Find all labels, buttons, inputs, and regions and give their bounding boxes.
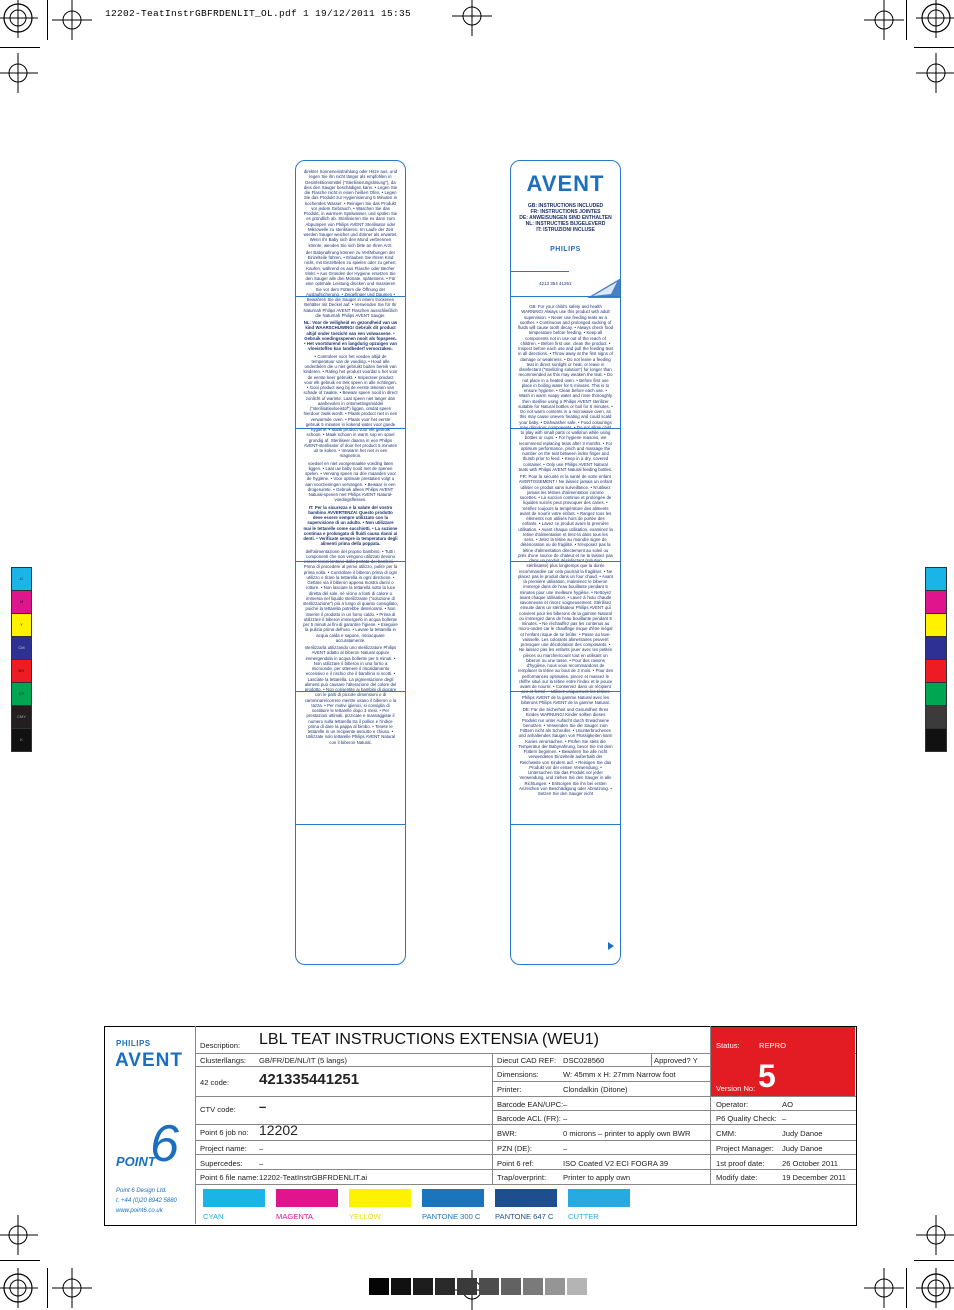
lang-line: FR: INSTRUCTIONS JOINTES [530, 209, 601, 215]
row-label: BWR: [497, 1129, 517, 1138]
color-patch: CM [12, 637, 31, 660]
divider [195, 1066, 711, 1067]
row-value: 26 October 2011 [782, 1159, 839, 1168]
row-value: – [563, 1100, 568, 1109]
color-bar-right [925, 567, 947, 752]
swatch-pantone-647 [495, 1189, 557, 1207]
label-right-text [511, 304, 620, 798]
color-patch: MY [12, 660, 31, 683]
grey-step [501, 1278, 521, 1295]
swatch-label: CYAN [203, 1212, 224, 1221]
label-left [295, 160, 406, 965]
row-label: Dimensions: [497, 1070, 539, 1079]
row-label: Point 6 file name: [200, 1173, 259, 1182]
philips-logo: PHILIPS [550, 246, 581, 253]
row-value: – [259, 1144, 264, 1153]
crop-mark [906, 0, 907, 40]
registration-mark-icon [52, 0, 92, 40]
registration-mark-icon [0, 1268, 38, 1308]
row-label: Modify date: [716, 1173, 758, 1182]
paragraph: GB: For your child's safety and health WARNING! Always use this product with adult supervision. • Never use feeding teats as a soother. • Continuous and prolonged sucking of fluids will cause tooth decay. • Always check food temperature before feeding. • Keep all components not in use out of the reach of children. • Before first use, clean the product. • Inspect before each use and pull the feeding teat in all directions. • Throw away at the first signs of damage or weakness. • Do not leave a feeding teat in direct sunlight or heat, or leave in disinfectant ("sterilizing solution") for longer than recommended as this may weaken the teat. • Do not place in a heated oven. • Before first use place in boiling water for 5 minutes. This is to ensure hygiene. • Clean before each use. • Wash in warm soapy water and rinse thoroughly then sterilise using a Philips AVENT sterilizer suitable for Natural bottles or boil for 5 minutes. • Do not warm contents in a microwave oven, as this may cause uneven heating and could scald your baby. • Dishwasher safe. • Food colourings may discolour components. • Do not allow child to play with small parts or walk/run while using bottles or cups. • For hygiene reasons, we recommend replacing teats after 3 months. • For optimum performance, pinch and massage the number on the teat between index finger and thumb prior to feed. • Keep in a dry, covered container. • Only use Philips AVENT Natural teats with Philips AVENT Natural feeding bottles. [518, 304, 613, 472]
color-patch: C [12, 568, 31, 591]
color-patch [926, 568, 946, 591]
crop-mark [0, 47, 40, 48]
row-label: Point 6 job no: [200, 1128, 249, 1137]
description-value: LBL TEAT INSTRUCTIONS EXTENSIA (WEU1) [259, 1031, 599, 1048]
crop-mark [914, 47, 954, 48]
crop-mark [906, 1268, 907, 1308]
version-value: 5 [758, 1058, 776, 1094]
color-patch [926, 637, 946, 660]
crop-mark [914, 1260, 954, 1261]
fold-line [295, 561, 406, 562]
swatch-yellow [349, 1189, 411, 1207]
label-right [510, 160, 621, 965]
row-value: – [563, 1144, 568, 1153]
row-label: Supercedes: [200, 1159, 243, 1168]
color-patch: K [12, 729, 31, 751]
row-label: Operator: [716, 1100, 749, 1109]
label-left-text [296, 161, 405, 745]
paragraph: dell'alimentazione del proprio bambino. • Tutti i componenti che non vengono utilizzati devono essere tenuti lontano dalla portata dei bambini. • Prima di procedere al primo utilizzo, pulire per la prima volta. • Controllare il biberon prima di ogni utilizzo e tirare la tettarella in ogni direzione. • Gettare via il biberon appena mostra danni o rotture. • Non lasciare la tettarella sotto la luce diretta del sole, né vicino a fonti di calore o immersa nel liquido sterilizzante ("soluzione di sterilizzazione") più a lungo di quanto consigliato, poiché la tettarella potrebbe deteriorarsi. • Non inserire il prodotto in un forno caldo. • Prima di utilizzare il biberon immergerlo in acqua bollente per 5 minuti ai fini di garantire l'igiene. • Eseguire la pulizia prima dell'uso. • Lavare la tettarella in acqua calda e sapone, risciacquare accuratamente. [303, 548, 398, 643]
divider [492, 1110, 856, 1111]
row-value: Judy Danoe [782, 1129, 823, 1138]
grey-step [369, 1278, 389, 1295]
row-label: Diecut CAD REF: [497, 1056, 557, 1065]
grey-step [457, 1278, 477, 1295]
fold-line [295, 296, 406, 297]
fold-line [510, 271, 569, 272]
swatch-cutter [568, 1189, 630, 1207]
row-label: Printer: [497, 1085, 522, 1094]
product-code: 4213 354 41251 [539, 281, 572, 286]
paragraph: IT: Per la sicurezza e la salute del vostro bambino AVVERTENZA! Questo prodotto deve essere sempre utilizzato con la supervisione di un adulto. • Non utilizzare mai le tettarelle come succhiotti. • La suzione continua e prolungata di fluidi causa danni ai denti. • Verificate sempre la temperatura degli alimenti prima della poppata. [303, 504, 398, 547]
status-value: REPRO [759, 1041, 787, 1050]
row-value: – [563, 1114, 568, 1123]
fold-line [510, 691, 621, 692]
row-label: Project Manager: [716, 1144, 774, 1153]
divider [195, 1154, 856, 1155]
row-value: AO [782, 1100, 793, 1109]
registration-mark-icon [52, 1268, 92, 1308]
divider [195, 1026, 196, 1224]
grey-step [523, 1278, 543, 1295]
lang-line: NL: INSTRUCTIES BIJGELEVERD [525, 221, 606, 227]
version-label: Version No: [716, 1084, 756, 1093]
registration-mark-icon [864, 0, 904, 40]
swatch-label: PANTONE 647 C [495, 1212, 554, 1221]
row-value: – [782, 1114, 787, 1123]
row-label: Point 6 ref: [497, 1159, 534, 1168]
fold-line [510, 296, 621, 297]
divider [492, 1053, 493, 1184]
registration-mark-icon [916, 1268, 954, 1308]
approved: Approved? Y [654, 1056, 698, 1065]
point6-logo: POINT [116, 1154, 156, 1169]
color-patch: CMY [12, 706, 31, 729]
row-value: W: 45mm x H: 27mm Narrow foot [563, 1070, 676, 1079]
row-label: CMM: [716, 1129, 737, 1138]
description-label: Description: [200, 1041, 241, 1050]
grey-step [435, 1278, 455, 1295]
color-patch [926, 729, 946, 751]
fold-line [295, 824, 406, 825]
paragraph: sterilizzarla utilizzando uno sterilizzatore Philips AVENT adatto al biberon Natural oppure immergendola in acqua bollente per 5 minuti. • Non utilizzare il biberon in una forno a microonde, per ottenere il riscaldamento eccessivo e il rischio che il bambino si scotti. • Lasciate la tettarella. La pigmentazione degli alimenti può causare l'alterazione del colore del prodotto. • Non consentite ai bambini di giocare con le parti di piccole dimensioni o di camminare/correre mentre usano il biberon o la tazza. • Per motivi igienici, si consiglia di sostituire le tettarelle dopo 3 mesi. • Per prestazioni ottimali, pizzicate e massaggiate il numero sulla tettarella tra il pollice e l'indice prima di dare la pappa al bimbo. • Tenete le tettarelle in un recipiente asciutto e chiuso. • Utilizzate solo tettarelle Philips AVENT Natural con il biberon Natural. [304, 645, 397, 745]
philips-logo: PHILIPS [116, 1039, 151, 1048]
row-value: Clondalkin (Ditone) [563, 1085, 628, 1094]
file-header: 12202-TeatInstrGBFRDENLIT_OL.pdf 1 19/12/2011 15:35 [105, 8, 412, 19]
row-label: Trap/overprint: [497, 1173, 547, 1182]
peel-corner-icon [587, 278, 621, 298]
color-patch [926, 706, 946, 729]
row-value: 19 December 2011 [782, 1173, 847, 1182]
color-patch [926, 591, 946, 614]
paragraph: direkter Sonneneinstrahlung oder Hitze aus, und legen Sie ihn nicht länger als empfohlen in Desinfektionsmittel ("Sterilisierungslösung"), da dies den Sauger beschädigen kann. • Legen Sie die Flasche nicht in einen heißen Ofen. • Legen Sie das Produkt zur Hygienisierung 5 Minuten in kochendes Wasser. • Reinigen Sie das Produkt vor jedem Gebrauch. • Waschen Sie das Produkt, in warmem Spülwasser, und spülen Sie es gründlich ab. Sterilisieren Sie es dann zum Abpumpen von Philips AVENT Sterilisator oder Mikrowelle zu sterilisieren. Im Laufe der Zeit werden Sauger weicher und dünner als erwartet. Wenn Ihr Baby sich den Mund verbrennen könnte, wenden Sie sich bitte an Ihren Arzt. [303, 169, 398, 248]
row-value: 12202 [259, 1122, 298, 1138]
row-value: GB/FR/DE/NL/IT (5 langs) [259, 1056, 348, 1065]
divider [195, 1096, 856, 1097]
grey-step [545, 1278, 565, 1295]
row-value: – [259, 1159, 264, 1168]
paragraph: FR: Pour la sécurité et la santé de votre enfant AVERTISSEMENT ! Ne laissez jamais un enfant utiliser ce produit sans surveillance. • N'utilisez jamais les tétines d'alimentation comme sucettes. • La succion continue et prolongée de liquides sucrés peut provoquer des caries. • Vérifiez toujours la température des aliments avant de nourrir votre enfant. • Rangez tous les éléments non utilisés hors de portée des enfants. • Lavez ce produit avant la première utilisation. • Avant chaque utilisation, examinez la tétine d'alimentation et tirez-la dans tous les sens. • Jetez la tétine au moindre signe de détérioration ou de fragilité. • N'exposez pas la tétine d'alimentation directement au soleil ou près d'une source de chaleur et ne la laissez pas dans un produit désinfectant (solution stérilisante) plus longtemps que la durée recommandée car cela pourrait la fragiliser. • Ne placez pas le produit dans un four chaud. • Avant la première utilisation, maintenez le biberon immergé dans de l'eau bouillante pendant 5 minutes pour une meilleure hygiène. • Nettoyez avant chaque utilisation. • Lavez à l'eau chaude savonneuse et rincez soigneusement. Stérilisez ensuite dans un stérilisateur Philips AVENT qui convient pour les biberons de la gamme Natural ou immergez dans de l'eau bouillante pendant 5 minutes. • Ne réchauffez pas les contenus au micro-ondes car le chauffage risque d'être inégal et l'enfant risque de se brûler. • Passe au lave-vaisselle. Les colorants alimentaires peuvent provoquer une décoloration des composants. • Ne laissez pas les enfants jouer avec les petites pièces ou marcher/courir tout en utilisant un biberon ou une tasse. • Pour des raisons d'hygiène, nous vous recommandons de remplacer la tétine au bout de 3 mois. • Pour des performances optimales, pincez et massez le chiffre situé sur la tétine entre l'index et le pouce avant de nourrir. • Conservez dans un récipient sec et fermé. • Utilisez uniquement les tétines Philips AVENT de la gamme Natural avec les biberons Philips AVENT de la gamme Natural. [518, 474, 613, 705]
registration-mark-icon [916, 53, 954, 93]
fold-line [510, 824, 621, 825]
row-value: – [259, 1099, 267, 1114]
row-value: 0 microns – printer to apply own BWR [563, 1129, 691, 1138]
instructions-included [511, 203, 620, 233]
registration-mark-icon [0, 53, 38, 93]
color-patch [926, 660, 946, 683]
swatch-cyan [203, 1189, 265, 1207]
avent-logo: AVENT [115, 1050, 183, 1071]
point6-logo-number: 6 [150, 1115, 179, 1173]
row-label: Barcode EAN/UPC: [497, 1100, 564, 1109]
paragraph: NL: Voor de veiligheid en gezondheid van uw kind WAARSCHUWING! Gebruik dit product altijd onder toezicht van een volwassene. • Gebruik voedingsspenen nooit als fopspeen. • Het voortdurend en langdurig opzuigen van vloeistoffen kan tandbederf veroorzaken. [303, 320, 398, 352]
grey-step [391, 1278, 411, 1295]
row-value: ISO Coated V2 ECI FOGRA 39 [563, 1159, 669, 1168]
color-patch [926, 683, 946, 706]
color-patch [926, 614, 946, 637]
registration-mark-icon [452, 0, 492, 36]
swatch-magenta [276, 1189, 338, 1207]
company-line: www.point6.co.uk [116, 1208, 163, 1214]
color-patch: CY [12, 683, 31, 706]
row-label: 42 code: [200, 1078, 230, 1087]
lang-line: DE: ANWEISUNGEN SIND ENTHALTEN [519, 215, 612, 221]
divider [651, 1053, 652, 1067]
lang-line: IT: ISTRUZIONI INCLUSE [536, 227, 595, 233]
swatch-label: YELLOW [349, 1212, 381, 1221]
row-value: Judy Danoe [782, 1144, 823, 1153]
row-label: CTV code: [200, 1105, 236, 1114]
paragraph: voedsel en niet voorgemaakte voeding laten liggen. • Laat uw baby nooit met de spenen spelen. • Vervang speen na drie maanden voor de hygiëne. • Voor optimale prestaties volgt u aan voorzieningen vervangen. • Bewaar in een drogeruimte. • Gebruik alleen Philips AVENT Natural-spenen met Philips AVENT Natural-voedingsflessen. [305, 460, 396, 503]
row-label: PZN (DE): [497, 1144, 533, 1153]
divider [492, 1081, 711, 1082]
grey-step [567, 1278, 587, 1295]
registration-mark-icon [916, 0, 954, 38]
row-value: 421335441251 [259, 1071, 360, 1088]
color-patch: Y [12, 614, 31, 637]
row-label: Project name: [200, 1144, 247, 1153]
paragraph: • Controleer voor het voeden altijd de temperatuur van de voeding. • Houd alle onderdelen die u niet gebruikt buiten bereik van kinderen. • Rating het product voordat u het voor de eerste keer gebruikt. • Inspecteer product voor elk gebruik en trek speen in alle richtingen. • Gooi product weg bij de eerste tekenen van schade of zwakte. • Bewaar speen nooit in direct zonlicht of warmte. Laat speen niet langer dan aanbevolen in ontsmettingsmiddel ("sterilisatievloeistof") liggen, omdat speen hierdoor zwak wordt. • Plaats product niet in een verwarmde oven. • Plaats voor het eerste gebruik 5 minuten in kokend water voor goede hygiëne. • Maak product voor elk gebruik schoon. • Maak schoon in warm sop en spoel grondig af. Steriliseer daarna in een Philips AVENT-sterilisator of door het product 5 minuten uit te koken. • Verwarm het niet in een magnetron. [303, 353, 398, 459]
crop-mark [0, 1260, 40, 1261]
fold-line [510, 561, 621, 562]
company-info [116, 1186, 177, 1216]
row-value: DSC028560 [563, 1056, 605, 1065]
status-label: Status: [716, 1041, 740, 1050]
row-label: P6 Quality Check: [716, 1114, 777, 1123]
color-patch: M [12, 591, 31, 614]
paragraph: der Babynahrung können zu Verfärbungen der Einzelteile führen. • Erlauben Sie Ihrem Kind nicht, mit Einzelteilen zu spielen oder zu gehen. Kaufen, während es aus Flasche oder Becher trinkt. • Aus Gründen der Hygiene ersetzen Sie den Sauger alle drei Monate, spätestens. • Für eine optimale Leistung drücken und massieren Sie vor dem Füttern die Öffnung der Auslaufsicherung. • Zeigefinger und Daumen • Bewahren Sie die Sauger in einem trockenen Behälter mit Deckel auf. • Verwenden Sie für Ihr Naturnah Philips AVENT Flaschen ausschließlich die Naturnah Philips AVENT Sauger. [303, 249, 398, 318]
color-bar-left [11, 567, 32, 752]
row-value: Printer to apply own [563, 1173, 631, 1182]
row-label: 1st proof date: [716, 1159, 765, 1168]
registration-mark-icon [916, 1215, 954, 1255]
divider [195, 1184, 856, 1185]
fold-line [510, 428, 621, 429]
row-label: Clusterllangs: [200, 1056, 247, 1065]
row-label: Barcode ACL (FR): [497, 1114, 561, 1123]
swatch-pantone-300 [422, 1189, 484, 1207]
divider [195, 1169, 856, 1170]
crop-mark [47, 1268, 48, 1308]
swatch-label: PANTONE 300 C [422, 1212, 481, 1221]
row-value: 12202-TeatInstrGBFRDENLIT.ai [259, 1173, 368, 1182]
grey-step [479, 1278, 499, 1295]
fold-line [295, 691, 406, 692]
grey-step [413, 1278, 433, 1295]
fold-line [295, 428, 406, 429]
lang-line: GB: INSTRUCTIONS INCLUDED [527, 203, 604, 209]
swatch-label: MAGENTA [276, 1212, 313, 1221]
paragraph: DE: Für die Sicherheit und Gesundheit Ihres Kindes WARNUNG! Kinder sollten dieses Produkt nur unter Aufsicht durch Erwachsene benutzen. • Verwenden Sie die Sauger zum Füttern nicht als Schnuller. • Ununterbrochenes und anhaltendes Saugen von Flüssigkeiten kann Karies verursachen. • Prüfen Sie stets die Temperatur der Babynahrung, bevor Sie mit dem Füttern beginnen. • Bewahren Sie alle nicht verwendeten Einzelteile außerhalb der Reichweite von Kindern auf. • Reinigen Sie das Produkt vor der ersten Verwendung. • Untersuchen Sie das Produkt vor jeder Verwendung, und ziehen Sie den Sauger in alle Richtungen. • Entsorgen Sie ihn bei ersten Anzeichen von Beschädigung oder Abnutzung. • Setzen Sie den Sauger nicht [518, 707, 613, 796]
registration-mark-icon [0, 1215, 38, 1255]
crop-mark [47, 0, 48, 40]
registration-mark-icon [0, 0, 38, 38]
avent-logo: AVENT [526, 171, 605, 196]
company-line: t. +44 (0)20 8942 5880 [116, 1198, 177, 1204]
swatch-label: CUTTER [568, 1212, 599, 1221]
registration-mark-icon [864, 1268, 904, 1308]
company-line: Point 6 Design Ltd. [116, 1188, 167, 1194]
divider [195, 1140, 856, 1141]
arrow-right-icon [608, 942, 614, 950]
